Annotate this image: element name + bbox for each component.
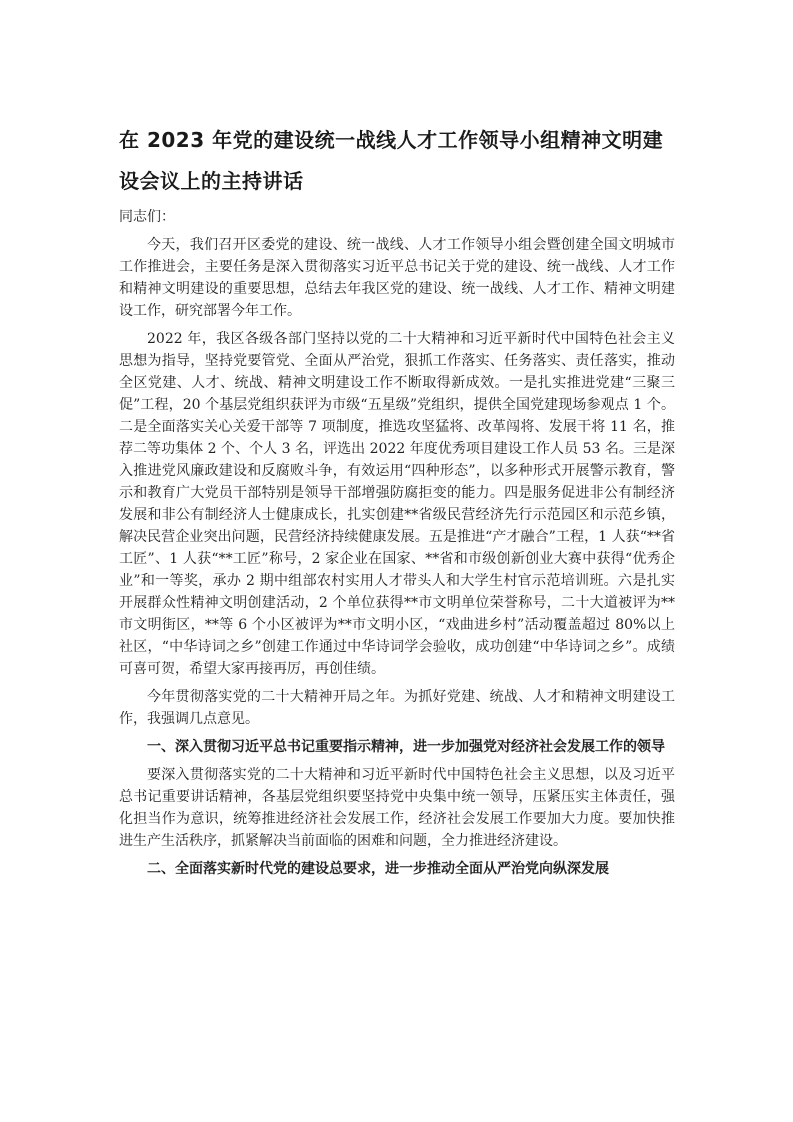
paragraph-transition: 今年贯彻落实党的二十大精神开局之年。为抓好党建、统战、人才和精神文明建设工作，我强调几点意见。 (119, 689, 675, 727)
section-heading-1: 一、深入贯彻习近平总书记重要指示精神，进一步加强党对经济社会发展工作的领导 (147, 739, 665, 755)
document-body (119, 120, 675, 886)
paragraph-intro: 今天，我们召开区委党的建设、统一战线、人才工作领导小组会暨创建全国文明城市工作推进会，主要任务是深入贯彻落实习近平总书记关于党的建设、统一战线、人才工作和精神文明建设的重要思想，总结去年我区党的建设、统一战线、人才工作、精神文明建设工作，研究部署今年工作。 (119, 237, 675, 319)
paragraph-achievements: 2022 年，我区各级各部门坚持以党的二十大精神和习近平新时代中国特色社会主义思想为指导，坚持党要管党、全面从严治党，狠抓工作落实、任务落实、责任落实，推动全区党建、人才、统战、精神文明建设工作不断取得新成效。一是扎实推进党建“三聚三促”工程，20 个基层党组织获评为市级“五星级”党组织，提供全国党建现场参观点 1 个。二是全面落实关心关爱干部等 7 项制度，推选攻坚猛将、改革闯将、发展干将 11 名，推荐二等功集体 2 个、个人 3 名，评选出 2022 年度优秀项目建设工作人员 53 名。三是深入推进党风廉政建设和反腐败斗争，有效运用“四种形态”，以多种形式开展警示教育，警示和教育广大党员干部特别是领导干部增强防腐拒变的能力。四是服务促进非公有制经济发展和非公有制经济人士健康成长，扎实创建**省级民营经济先行示范园区和示范乡镇，解决民营企业突出问题，民营经济持续健康发展。五是推进“产才融合”工程，1 人获“**省工匠”、1 人获“**工匠”称号，2 家企业在国家、**省和市级创新创业大赛中获得“优秀企业”和一等奖，承办 2 期中组部农村实用人才带头人和大学生村官示范培训班。六是扎实开展群众性精神文明创建活动，2 个单位获得**市文明单位荣誉称号，二十大道被评为**市文明街区，**等 6 个小区被评为**市文明小区，“戏曲进乡村”活动覆盖超过 80%以上社区，“中华诗词之乡”创建工作通过中华诗词学会验收，成功创建“中华诗词之乡”。成绩可喜可贺，希望大家再接再厉，再创佳绩。 (119, 331, 675, 677)
paragraph-section-1: 要深入贯彻落实党的二十大精神和习近平新时代中国特色社会主义思想，以及习近平总书记重要讲话精神，各基层党组织要坚持党中央集中统一领导，压紧压实主体责任，强化担当作为意识，统筹推进经济社会发展工作，经济社会发展工作要加大力度。要加快推进生产生活秩序，抓紧解决当前面临的困难和问题，全力推进经济建设。 (119, 767, 675, 849)
section-heading-2: 二、全面落实新时代党的建设总要求，进一步推动全面从严治党向纵深发展 (147, 861, 609, 877)
salutation: 同志们： (119, 209, 175, 225)
document-title: 在 2023 年党的建设统一战线人才工作领导小组精神文明建设会议上的主持讲话 (119, 128, 664, 193)
